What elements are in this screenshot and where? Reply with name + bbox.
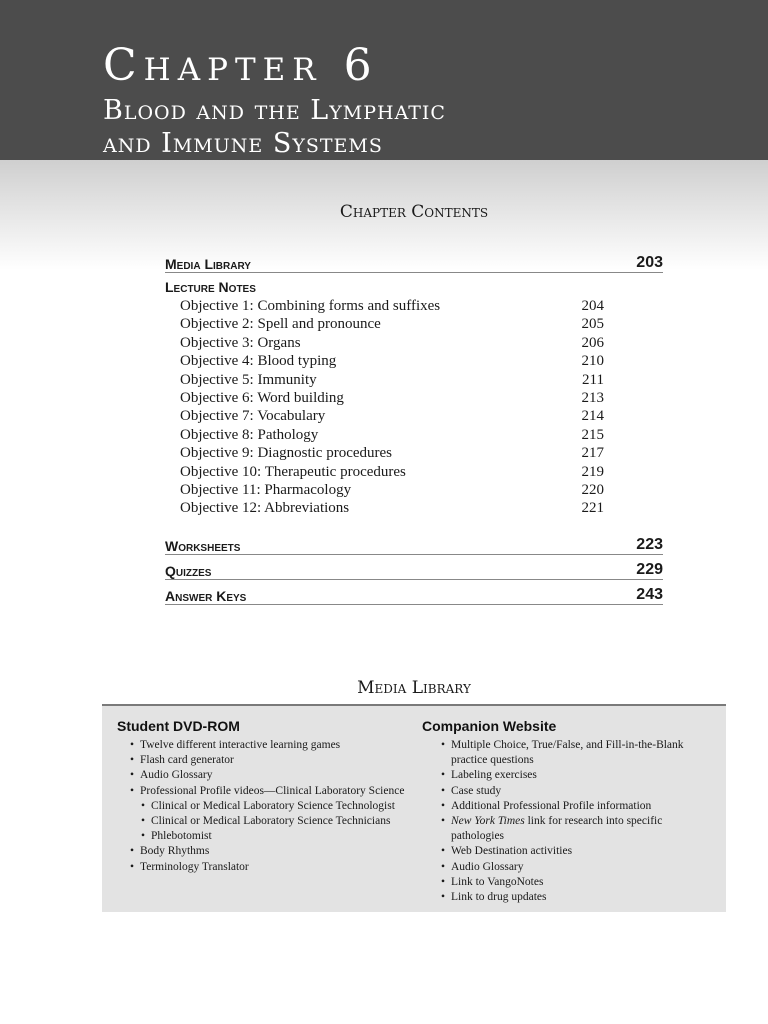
objective-page: 220 (581, 481, 604, 498)
list-item: • Multiple Choice, True/False, and Fill-in-the-Blank practice questions (422, 738, 712, 768)
toc-sections (165, 532, 663, 605)
list-item: • Web Destination activities (422, 844, 712, 859)
media-library-heading: Media Library (357, 678, 471, 698)
objective-item[interactable] (180, 371, 604, 389)
objective-item[interactable] (180, 352, 604, 370)
companion-website-list (422, 738, 712, 905)
toc-page: 223 (636, 535, 663, 553)
list-subitem: • Clinical or Medical Laboratory Science Technologist (117, 799, 407, 814)
objective-label: Objective 6: Word building (180, 389, 344, 406)
toc-label: Media Library (165, 256, 251, 272)
objective-item[interactable] (180, 463, 604, 481)
list-item: • Flash card generator (117, 753, 407, 768)
objective-label: Objective 8: Pathology (180, 426, 319, 443)
objective-label: Objective 4: Blood typing (180, 353, 337, 370)
student-dvd-title: Student DVD-ROM (117, 718, 240, 734)
objective-label: Objective 9: Diagnostic procedures (180, 445, 393, 462)
chapter-subtitle-line-2: and Immune Systems (103, 128, 383, 159)
toc-label: Answer Keys (165, 587, 247, 604)
objective-page: 213 (581, 389, 604, 406)
list-item: • Link to VangoNotes (422, 875, 712, 890)
list-item: • Audio Glossary (117, 768, 407, 783)
objective-label: Objective 11: Pharmacology (180, 481, 352, 498)
student-dvd-list (117, 738, 407, 875)
list-item: • Professional Profile videos—Clinical Laboratory Science (117, 784, 407, 799)
objective-item[interactable] (180, 407, 604, 425)
objective-item[interactable] (180, 499, 604, 517)
list-item: • Audio Glossary (422, 860, 712, 875)
objective-page: 206 (581, 334, 604, 351)
objective-label: Objective 3: Organs (180, 334, 301, 351)
toc-page: 229 (636, 560, 663, 578)
objectives-list (180, 297, 604, 518)
media-library-box (102, 704, 726, 912)
objective-page: 204 (581, 298, 604, 314)
objective-page: 215 (581, 426, 604, 443)
toc-answer-keys[interactable] (165, 582, 663, 605)
objective-item[interactable] (180, 389, 604, 407)
toc-label: Lecture Notes (165, 279, 256, 295)
list-item: • Link to drug updates (422, 890, 712, 905)
objective-page: 211 (582, 371, 604, 388)
list-item: • Twelve different interactive learning games (117, 738, 407, 753)
companion-website-column (422, 718, 712, 905)
toc-worksheets[interactable] (165, 532, 663, 555)
list-item: • Additional Professional Profile information (422, 799, 712, 814)
objective-item[interactable] (180, 315, 604, 333)
nyt-title: New York Times (451, 815, 525, 828)
toc-label: Quizzes (165, 562, 212, 579)
toc-label: Worksheets (165, 537, 241, 554)
objective-page: 221 (581, 500, 604, 517)
objective-label: Objective 2: Spell and pronounce (180, 316, 381, 333)
chapter-subtitle-line-1: Blood and the Lymphatic (103, 95, 446, 126)
list-item: • Body Rhythms (117, 844, 407, 859)
objective-label: Objective 12: Abbreviations (180, 500, 350, 517)
objective-label: Objective 1: Combining forms and suffixes (180, 298, 441, 314)
objective-item[interactable] (180, 426, 604, 444)
companion-website-title: Companion Website (422, 718, 557, 734)
toc-page: 243 (636, 585, 663, 603)
objective-item[interactable] (180, 297, 604, 315)
list-item-nyt (422, 814, 712, 844)
objective-page: 219 (581, 463, 604, 480)
list-item: • Labeling exercises (422, 768, 712, 783)
objective-item[interactable] (180, 444, 604, 462)
table-of-contents (165, 252, 663, 607)
objective-page: 205 (581, 316, 604, 333)
objective-page: 210 (581, 353, 604, 370)
toc-lecture-notes[interactable] (165, 273, 663, 295)
objective-label: Objective 5: Immunity (180, 371, 317, 388)
toc-quizzes[interactable] (165, 557, 663, 580)
list-item: • Terminology Translator (117, 860, 407, 875)
chapter-subtitle (103, 94, 446, 160)
chapter-contents-heading: Chapter Contents (339, 202, 489, 222)
objective-item[interactable] (180, 481, 604, 499)
list-subitem: • Clinical or Medical Laboratory Science Technicians (117, 814, 407, 829)
student-dvd-column (117, 718, 407, 875)
objective-item[interactable] (180, 334, 604, 352)
list-item: • Case study (422, 784, 712, 799)
objective-label: Objective 7: Vocabulary (180, 408, 326, 425)
toc-media-library[interactable] (165, 252, 663, 273)
objective-page: 217 (581, 445, 604, 462)
nyt-rest: link for research into specific pathologies (451, 815, 663, 843)
toc-page: 203 (636, 254, 663, 271)
list-subitem: • Phlebotomist (117, 829, 407, 844)
objective-label: Objective 10: Therapeutic procedures (180, 463, 406, 480)
chapter-title: Chapter 6 (103, 40, 379, 91)
objective-page: 214 (581, 408, 604, 425)
